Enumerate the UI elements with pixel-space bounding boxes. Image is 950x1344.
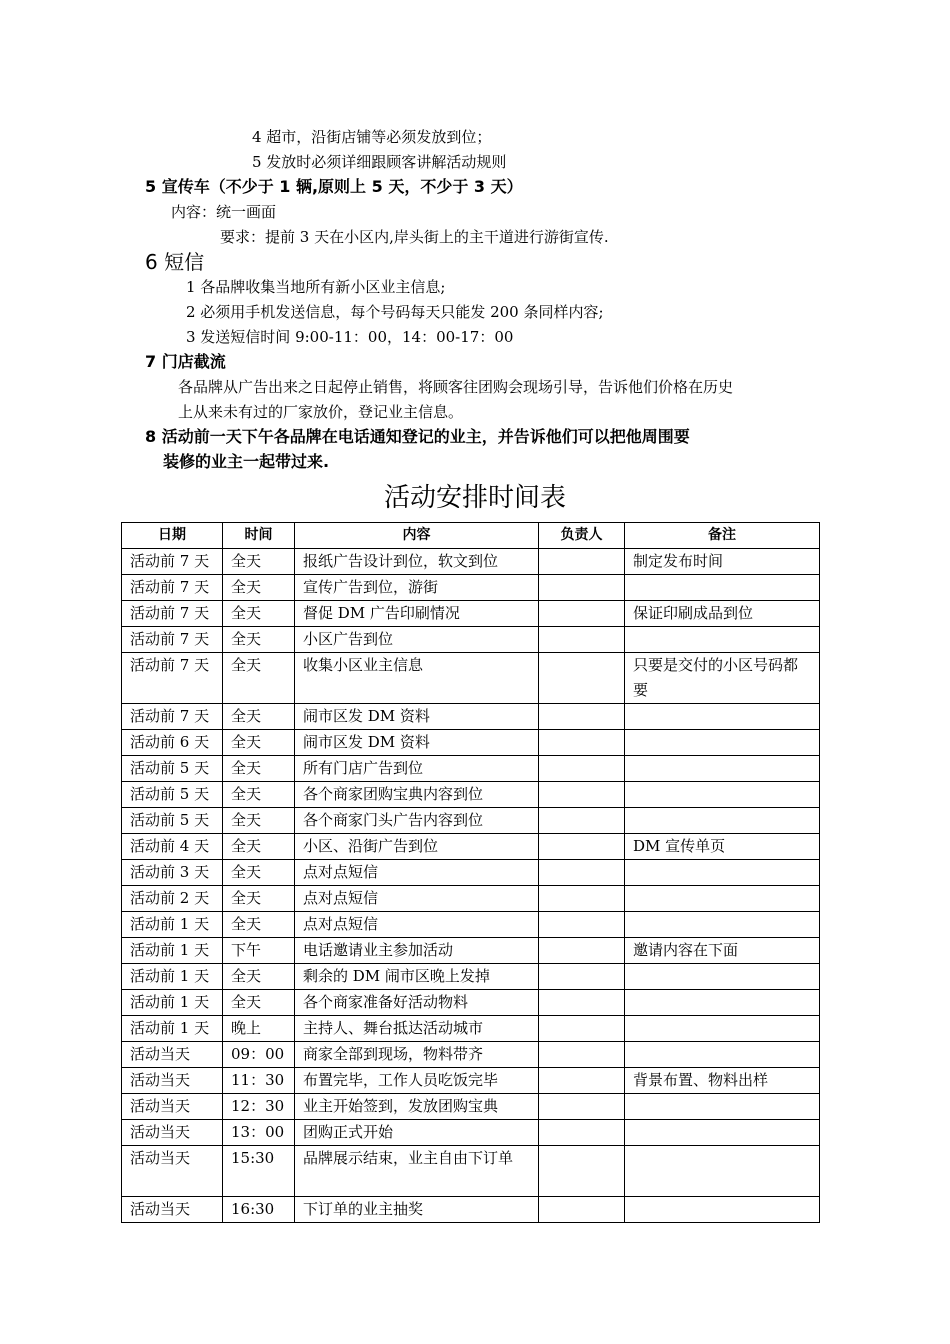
- cell-note: [625, 730, 820, 756]
- cell-note: [625, 808, 820, 834]
- cell-time: 全天: [223, 730, 295, 756]
- cell-owner: [539, 886, 625, 912]
- cell-content: 布置完毕，工作人员吃饭完毕: [295, 1068, 539, 1094]
- cell-owner: [539, 1016, 625, 1042]
- cell-owner: [539, 627, 625, 653]
- cell-content: 小区广告到位: [295, 627, 539, 653]
- text-line: 3 发送短信时间 9:00-11：00，14：00-17：00: [186, 328, 514, 346]
- cell-time: 晚上: [223, 1016, 295, 1042]
- cell-owner: [539, 1094, 625, 1120]
- table-row: [122, 1094, 820, 1120]
- cell-owner: [539, 782, 625, 808]
- cell-content: 各个商家团购宝典内容到位: [295, 782, 539, 808]
- text-line: 4 超市，沿街店铺等必须发放到位；: [252, 128, 492, 146]
- table-row: [122, 730, 820, 756]
- cell-time: 13：00: [223, 1120, 295, 1146]
- cell-content: 点对点短信: [295, 912, 539, 938]
- cell-owner: [539, 860, 625, 886]
- cell-date: 活动前 1 天: [122, 990, 223, 1016]
- cell-owner: [539, 653, 625, 704]
- table-row: [122, 756, 820, 782]
- cell-note: [625, 1094, 820, 1120]
- cell-time: 全天: [223, 808, 295, 834]
- cell-date: 活动前 6 天: [122, 730, 223, 756]
- cell-owner: [539, 730, 625, 756]
- cell-date: 活动前 2 天: [122, 886, 223, 912]
- header-date: 日期: [122, 523, 223, 549]
- table-row: [122, 964, 820, 990]
- cell-time: 全天: [223, 549, 295, 575]
- cell-note: 保证印刷成品到位: [625, 601, 820, 627]
- table-row: [122, 653, 820, 704]
- cell-note: [625, 1146, 820, 1197]
- cell-date: 活动前 1 天: [122, 912, 223, 938]
- cell-owner: [539, 549, 625, 575]
- cell-note: 邀请内容在下面: [625, 938, 820, 964]
- table-row: [122, 1197, 820, 1223]
- section-heading-8: 8 活动前一天下午各品牌在电话通知登记的业主，并告诉他们可以把他周围要: [145, 427, 690, 446]
- header-time: 时间: [223, 523, 295, 549]
- cell-owner: [539, 1146, 625, 1197]
- cell-note: [625, 1197, 820, 1223]
- cell-owner: [539, 912, 625, 938]
- table-row: [122, 549, 820, 575]
- cell-note: [625, 860, 820, 886]
- cell-time: 全天: [223, 601, 295, 627]
- schedule-table: [121, 522, 820, 1223]
- table-row: [122, 808, 820, 834]
- cell-date: 活动前 4 天: [122, 834, 223, 860]
- cell-note: [625, 964, 820, 990]
- cell-note: [625, 1016, 820, 1042]
- cell-note: 只要是交付的小区号码都要: [625, 653, 820, 704]
- cell-time: 全天: [223, 834, 295, 860]
- text-line: 各品牌从广告出来之日起停止销售，将顾客往团购会现场引导，告诉他们价格在历史: [178, 378, 734, 396]
- cell-content: 电话邀请业主参加活动: [295, 938, 539, 964]
- cell-date: 活动当天: [122, 1120, 223, 1146]
- cell-content: 主持人、舞台抵达活动城市: [295, 1016, 539, 1042]
- cell-time: 全天: [223, 575, 295, 601]
- cell-date: 活动前 1 天: [122, 1016, 223, 1042]
- cell-content: 商家全部到现场，物料带齐: [295, 1042, 539, 1068]
- cell-date: 活动前 5 天: [122, 756, 223, 782]
- cell-time: 全天: [223, 782, 295, 808]
- table-row: [122, 1016, 820, 1042]
- cell-owner: [539, 601, 625, 627]
- cell-time: 16:30: [223, 1197, 295, 1223]
- cell-date: 活动当天: [122, 1146, 223, 1197]
- cell-time: 全天: [223, 964, 295, 990]
- cell-date: 活动前 5 天: [122, 808, 223, 834]
- text-line: 2 必须用手机发送信息，每个号码每天只能发 200 条同样内容;: [186, 303, 604, 321]
- section-heading-8-cont: 装修的业主一起带过来.: [163, 452, 330, 471]
- table-header-row: [122, 523, 820, 549]
- section-heading-5: 5 宣传车（不少于 1 辆,原则上 5 天，不少于 3 天）: [145, 177, 523, 196]
- text-line: 1 各品牌收集当地所有新小区业主信息;: [186, 278, 446, 296]
- cell-date: 活动前 7 天: [122, 653, 223, 704]
- cell-content: 收集小区业主信息: [295, 653, 539, 704]
- cell-content: 宣传广告到位，游街: [295, 575, 539, 601]
- cell-date: 活动前 5 天: [122, 782, 223, 808]
- cell-note: [625, 756, 820, 782]
- cell-time: 12：30: [223, 1094, 295, 1120]
- table-row: [122, 912, 820, 938]
- table-row: [122, 886, 820, 912]
- cell-content: 点对点短信: [295, 886, 539, 912]
- cell-date: 活动当天: [122, 1042, 223, 1068]
- cell-note: 制定发布时间: [625, 549, 820, 575]
- header-owner: 负责人: [539, 523, 625, 549]
- header-content: 内容: [295, 523, 539, 549]
- cell-note: [625, 1042, 820, 1068]
- cell-owner: [539, 756, 625, 782]
- cell-time: 全天: [223, 886, 295, 912]
- cell-time: 全天: [223, 653, 295, 704]
- cell-time: 全天: [223, 627, 295, 653]
- cell-owner: [539, 990, 625, 1016]
- cell-owner: [539, 1197, 625, 1223]
- cell-content: 报纸广告设计到位，软文到位: [295, 549, 539, 575]
- table-row: [122, 1042, 820, 1068]
- cell-owner: [539, 834, 625, 860]
- cell-date: 活动前 7 天: [122, 601, 223, 627]
- table-row: [122, 704, 820, 730]
- cell-date: 活动当天: [122, 1094, 223, 1120]
- header-note: 备注: [625, 523, 820, 549]
- cell-content: 业主开始签到，发放团购宝典: [295, 1094, 539, 1120]
- section-heading-7: 7 门店截流: [145, 352, 226, 371]
- cell-content: 所有门店广告到位: [295, 756, 539, 782]
- cell-note: [625, 627, 820, 653]
- cell-content: 各个商家门头广告内容到位: [295, 808, 539, 834]
- cell-note: DM 宣传单页: [625, 834, 820, 860]
- text-line: 上从来未有过的厂家放价，登记业主信息。: [178, 403, 464, 421]
- cell-time: 下午: [223, 938, 295, 964]
- cell-note: [625, 782, 820, 808]
- cell-date: 活动前 1 天: [122, 938, 223, 964]
- cell-content: 督促 DM 广告印刷情况: [295, 601, 539, 627]
- cell-owner: [539, 808, 625, 834]
- cell-note: [625, 912, 820, 938]
- cell-owner: [539, 1068, 625, 1094]
- table-row: [122, 782, 820, 808]
- cell-content: 下订单的业主抽奖: [295, 1197, 539, 1223]
- cell-note: [625, 1120, 820, 1146]
- cell-content: 闹市区发 DM 资料: [295, 730, 539, 756]
- cell-owner: [539, 964, 625, 990]
- cell-owner: [539, 1120, 625, 1146]
- cell-date: 活动前 7 天: [122, 627, 223, 653]
- cell-note: [625, 886, 820, 912]
- table-row: [122, 1068, 820, 1094]
- table-row: [122, 938, 820, 964]
- text-line: 5 发放时必须详细跟顾客讲解活动规则: [252, 153, 507, 171]
- cell-owner: [539, 575, 625, 601]
- table-row: [122, 860, 820, 886]
- cell-date: 活动前 3 天: [122, 860, 223, 886]
- cell-time: 11：30: [223, 1068, 295, 1094]
- cell-date: 活动当天: [122, 1068, 223, 1094]
- section-heading-6: 6 短信: [145, 250, 205, 274]
- table-row: [122, 834, 820, 860]
- table-row: [122, 1120, 820, 1146]
- cell-content: 剩余的 DM 闹市区晚上发掉: [295, 964, 539, 990]
- cell-time: 全天: [223, 990, 295, 1016]
- table-row: [122, 601, 820, 627]
- cell-time: 全天: [223, 704, 295, 730]
- cell-date: 活动前 7 天: [122, 575, 223, 601]
- cell-owner: [539, 938, 625, 964]
- table-row: [122, 990, 820, 1016]
- cell-date: 活动前 1 天: [122, 964, 223, 990]
- cell-date: 活动当天: [122, 1197, 223, 1223]
- cell-content: 品牌展示结束，业主自由下订单: [295, 1146, 539, 1197]
- table-row: [122, 575, 820, 601]
- cell-content: 团购正式开始: [295, 1120, 539, 1146]
- cell-time: 15:30: [223, 1146, 295, 1197]
- cell-note: [625, 575, 820, 601]
- cell-content: 点对点短信: [295, 860, 539, 886]
- table-row: [122, 1146, 820, 1197]
- table-row: [122, 627, 820, 653]
- cell-content: 闹市区发 DM 资料: [295, 704, 539, 730]
- table-title: 活动安排时间表: [383, 483, 566, 513]
- cell-date: 活动前 7 天: [122, 549, 223, 575]
- cell-date: 活动前 7 天: [122, 704, 223, 730]
- text-line: 要求：提前 3 天在小区内,岸头街上的主干道进行游街宣传.: [220, 228, 609, 246]
- text-line: 内容：统一画面: [171, 203, 277, 221]
- cell-note: 背景布置、物料出样: [625, 1068, 820, 1094]
- cell-time: 09：00: [223, 1042, 295, 1068]
- cell-time: 全天: [223, 756, 295, 782]
- cell-owner: [539, 1042, 625, 1068]
- cell-note: [625, 704, 820, 730]
- cell-content: 各个商家准备好活动物料: [295, 990, 539, 1016]
- cell-time: 全天: [223, 860, 295, 886]
- cell-time: 全天: [223, 912, 295, 938]
- cell-owner: [539, 704, 625, 730]
- cell-note: [625, 990, 820, 1016]
- cell-content: 小区、沿街广告到位: [295, 834, 539, 860]
